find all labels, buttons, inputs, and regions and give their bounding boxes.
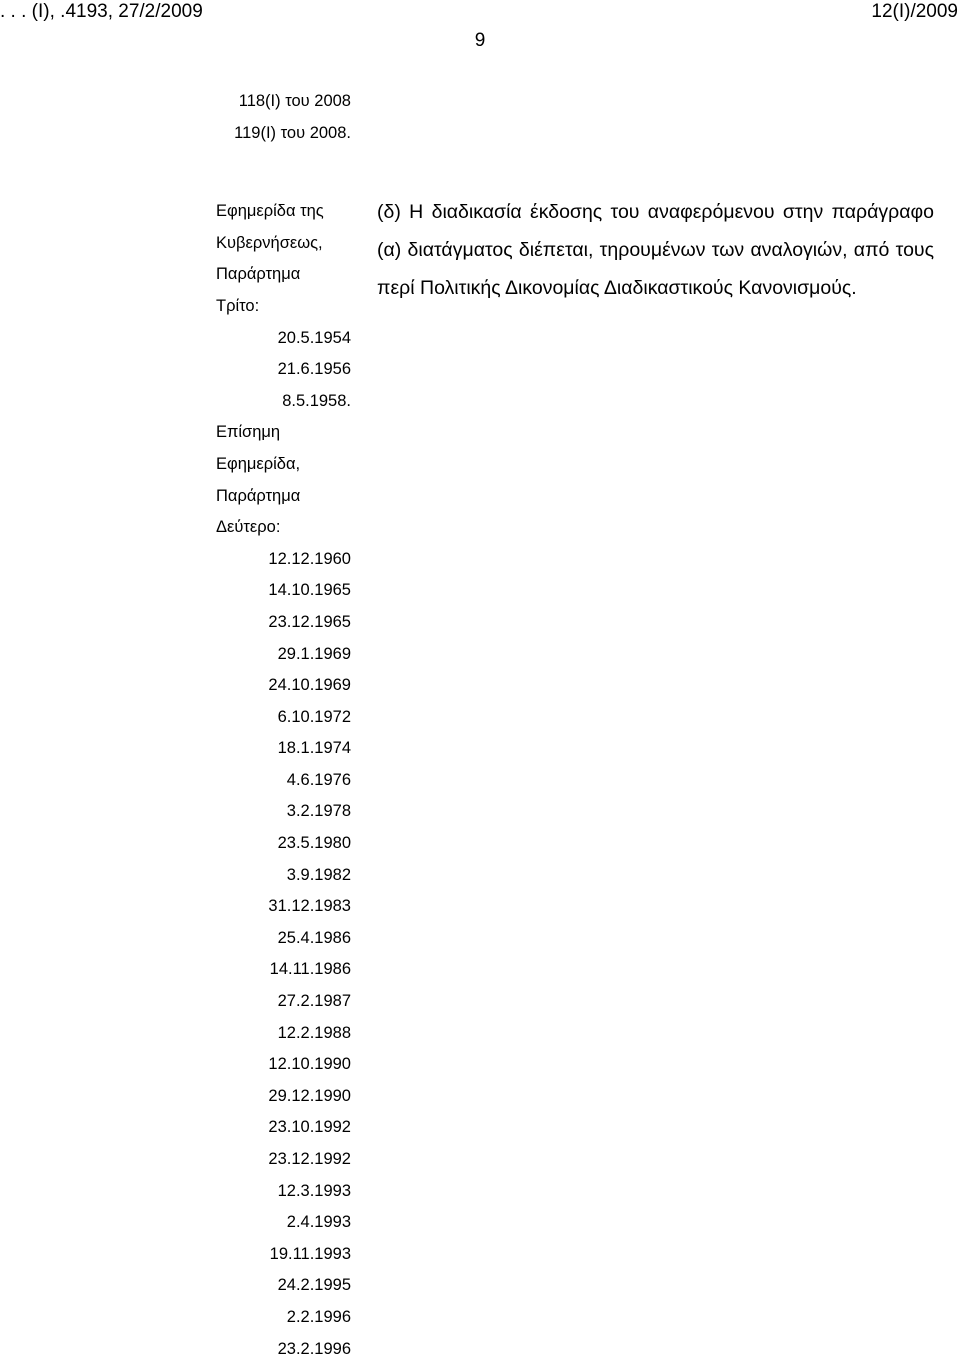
gazette-date: 8.5.1958.: [282, 391, 351, 410]
gazette-date: 31.12.1983: [268, 897, 351, 916]
gazette-date: 24.10.1969: [268, 676, 351, 695]
gazette-date: 21.6.1956: [277, 360, 351, 379]
gazette-date: 23.5.1980: [277, 834, 351, 853]
gazette-date: 24.2.1995: [277, 1276, 351, 1295]
page-number: 9: [474, 30, 486, 51]
gazette-heading-line: Εφημερίδα,: [216, 454, 301, 473]
gazette-date: 4.6.1976: [286, 770, 351, 789]
gazette-date: 3.9.1982: [286, 865, 351, 884]
gazette-heading-line: Τρίτο:: [216, 296, 260, 315]
gazette-date: 14.10.1965: [268, 581, 351, 600]
gazette-date: 23.10.1992: [268, 1118, 351, 1137]
gazette-heading-line: Παράρτημα: [216, 265, 301, 284]
gazette-date: 6.10.1972: [277, 707, 351, 726]
law-number: 12(I)/2009: [871, 1, 958, 22]
gazette-heading-line: Εφημερίδα της: [216, 202, 324, 221]
gazette-heading-line: Επίσημη: [216, 423, 281, 442]
gazette-date: 12.3.1993: [277, 1181, 351, 1200]
gazette-date: 23.2.1996: [277, 1339, 351, 1358]
gazette-date: 23.12.1965: [268, 612, 351, 631]
gazette-date: 20.5.1954: [277, 328, 351, 347]
gazette-date: 27.2.1987: [277, 992, 351, 1011]
paragraph-d: (δ) Η διαδικασία έκδοσης του αναφερόμενου στην παράγραφο (α) διατάγματος διέπεται, τηρουμένων των αναλογιών, από τους περί Πολιτικής Δικονομίας Διαδικαστικούς Κανονισμούς.: [377, 201, 934, 299]
gazette-date: 19.11.1993: [269, 1244, 351, 1263]
gazette-heading-line: Κυβερνήσεως,: [216, 233, 323, 252]
gazette-date: 12.10.1990: [268, 1055, 351, 1074]
gazette-date: 25.4.1986: [277, 928, 351, 947]
gazette-date: 18.1.1974: [277, 739, 351, 758]
margin-notes: [216, 90, 351, 1369]
gazette-date: 14.11.1986: [269, 960, 351, 979]
gazette-heading-line: Δεύτερο:: [216, 518, 281, 537]
gazette-date: 29.1.1969: [277, 644, 351, 663]
gazette-date: 23.12.1992: [268, 1150, 351, 1168]
gazette-date: 12.12.1960: [268, 549, 351, 568]
gazette-heading-line: Παράρτημα: [216, 486, 301, 505]
gazette-date: 29.12.1990: [268, 1086, 351, 1105]
gazette-date: 2.4.1993: [286, 1213, 351, 1232]
gazette-date: 2.2.1996: [286, 1307, 351, 1326]
header-reference: . . . (I), .4193, 27/2/2009: [0, 1, 203, 22]
law-reference: 119(I) του 2008.: [234, 123, 351, 142]
gazette-date: 12.2.1988: [277, 1023, 351, 1042]
law-reference: 118(I) του 2008: [238, 92, 351, 110]
gazette-date: 3.2.1978: [286, 802, 351, 821]
